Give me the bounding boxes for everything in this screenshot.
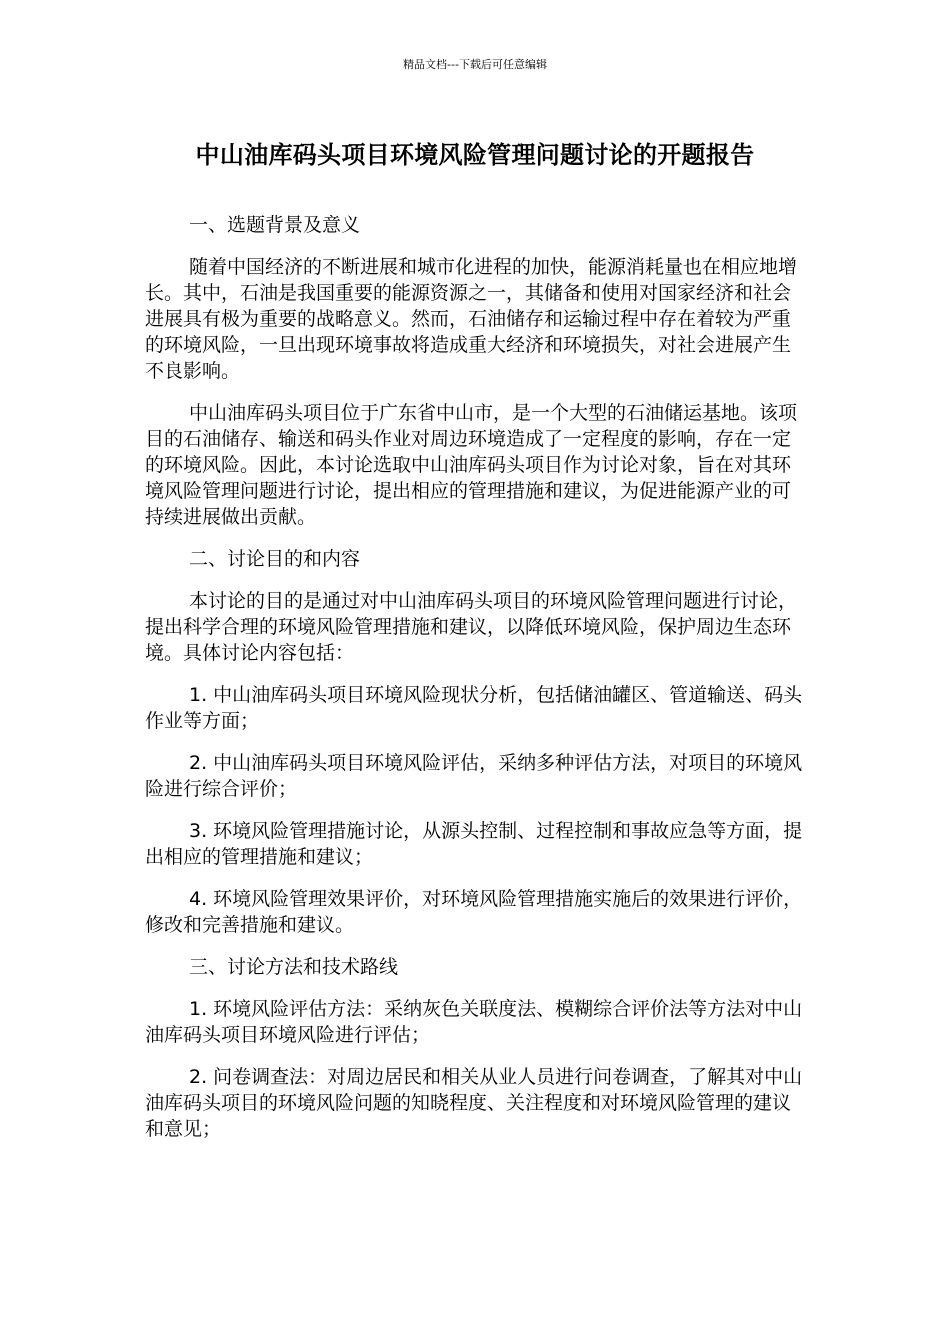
list-item-objective-4: 4. 环境风险管理效果评价，对环境风险管理措施实施后的效果进行评价，修改和完善措施和建议。 [145, 888, 803, 936]
section-heading-background: 一、选题背景及意义 [189, 214, 361, 236]
paragraph-background-1: 随着中国经济的不断进展和城市化进程的加快，能源消耗量也在相应地增长。其中，石油是我国重要的能源资源之一，其储备和使用对国家经济和社会进展具有极为重要的战略意义。然而，石油储存和运输过程中存在着较为严重的环境风险，一旦出现环境事故将造成重大经济和环境损失，对社会进展产生不良影响。 [145, 256, 798, 382]
header-note: 精品文档---下载后可任意编辑 [403, 58, 547, 71]
list-item-method-2: 2. 问卷调查法：对周边居民和相关从业人员进行问卷调查，了解其对中山油库码头项目的环境风险问题的知晓程度、关注程度和对环境风险管理的建议和意见； [145, 1066, 803, 1140]
section-heading-objectives: 二、讨论目的和内容 [189, 548, 361, 570]
list-item-objective-2: 2. 中山油库码头项目环境风险评估，采纳多种评估方法，对项目的环境风险进行综合评价； [145, 752, 803, 800]
list-item-objective-1: 1. 中山油库码头项目环境风险现状分析，包括储油罐区、管道输送、码头作业等方面； [145, 684, 803, 732]
paragraph-background-2: 中山油库码头项目位于广东省中山市，是一个大型的石油储运基地。该项目的石油储存、输送和码头作业对周边环境造成了一定程度的影响，存在一定的环境风险。因此，本讨论选取中山油库码头项目作为讨论对象，旨在对其环境风险管理问题进行讨论，提出相应的管理措施和建议，为促进能源产业的可持续进展做出贡献。 [145, 402, 798, 528]
section-heading-methods: 三、讨论方法和技术路线 [189, 956, 399, 978]
list-item-method-1: 1. 环境风险评估方法：采纳灰色关联度法、模糊综合评价法等方法对中山油库码头项目环境风险进行评估； [145, 998, 803, 1046]
document-title: 中山油库码头项目环境风险管理问题讨论的开题报告 [195, 141, 755, 169]
document-body [145, 212, 808, 1158]
list-item-objective-3: 3. 环境风险管理措施讨论，从源头控制、过程控制和事故应急等方面，提出相应的管理措施和建议； [145, 820, 803, 868]
paragraph-objectives: 本讨论的目的是通过对中山油库码头项目的环境风险管理问题进行讨论，提出科学合理的环境风险管理措施和建议，以降低环境风险，保护周边生态环境。具体讨论内容包括： [145, 590, 798, 664]
